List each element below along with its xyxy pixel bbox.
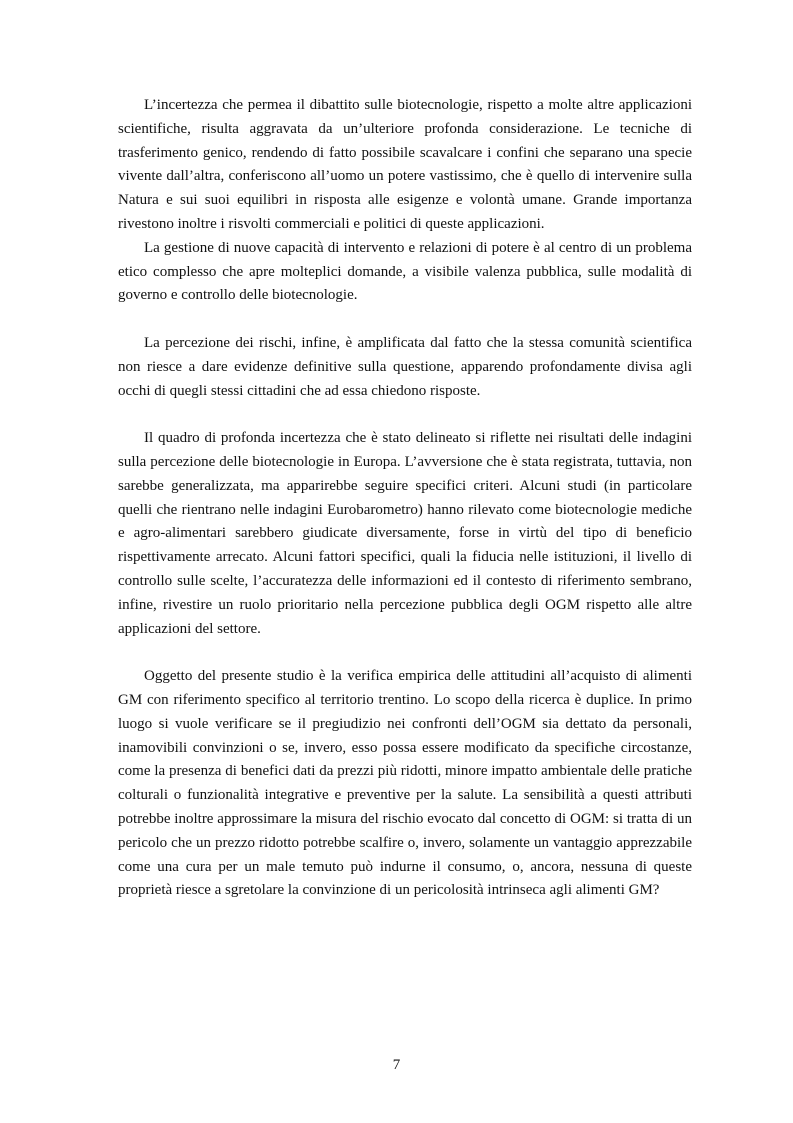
paragraph-4: Il quadro di profonda incertezza che è stato delineato si riflette nei risultati delle indagini sulla percezione delle biotecnologie in Europa. L’avversione che è stata registrata, tuttavia, non sarebbe generalizzata, ma apparirebbe seguire specifici criteri. Alcuni studi (in particolare quelli che rientrano nelle indagini Eurobarometro) hanno rilevato come biotecnologie mediche e agro-alimentari sarebbero giudicate diversamente, forse in virtù del tipo di beneficio rispettivamente arrecato. Alcuni fattori specifici, quali la fiducia nelle istituzioni, il livello di controllo sulle scelte, l’accuratezza delle informazioni ed il contesto di riferimento sembrano, infine, rivestire un ruolo prioritario nella percezione pubblica degli OGM rispetto alle altre applicazioni del settore.	[118, 430, 692, 637]
paragraph-5: Oggetto del presente studio è la verifica empirica delle attitudini all’acquisto di alimenti GM con riferimento specifico al territorio trentino. Lo scopo della ricerca è duplice. In primo luogo si vuole verificare se il pregiudizio nei confronti dell’OGM sia dettato da personali, inamovibili convinzioni o se, invero, esso possa essere modificato da specifiche circostanze, come la presenza di benefici dati da prezzi più ridotti, minore impatto ambientale delle pratiche colturali o funzionalità integrative e preventive per la salute. La sensibilità a questi attributi potrebbe inoltre approssimare la misura del rischio evocato dal concetto di OGM: si tratta di un pericolo che un prezzo ridotto potrebbe scalfire o, invero, solamente un vantaggio apprezzabile come una cura per un male temuto può indurne il consumo, o, ancora, nessuna di queste proprietà riesce a sgretolare la convinzione di un pericolosità intrinseca agli alimenti GM?	[118, 668, 692, 899]
paragraph-1: L’incertezza che permea il dibattito sulle biotecnologie, rispetto a molte altre applicazioni scientifiche, risulta aggravata da un’ulteriore profonda considerazione. Le tecniche di trasferimento genico, rendendo di fatto possibile scavalcare i confini che separano una specie vivente dall’altra, conferiscono all’uomo un potere vastissimo, che è quello di intervenire sulla Natura e sui suoi equilibri in risposta alle esigenze e volontà umane. Grande importanza rivestono inoltre i risvolti commerciali e politici di queste applicazioni.	[118, 97, 692, 232]
paragraph-2: La gestione di nuove capacità di intervento e relazioni di potere è al centro di un problema etico complesso che apre molteplici domande, a visibile valenza pubblica, sulle modalità di governo e controllo delle biotecnologie.	[118, 239, 692, 304]
body-text	[118, 94, 692, 903]
page-number: 7	[392, 1057, 401, 1073]
paragraph-3: La percezione dei rischi, infine, è amplificata dal fatto che la stessa comunità scientifica non riesce a dare evidenze definitive sulla questione, apparendo profondamente divisa agli occhi di quegli stessi cittadini che ad essa chiedono risposte.	[118, 334, 692, 399]
